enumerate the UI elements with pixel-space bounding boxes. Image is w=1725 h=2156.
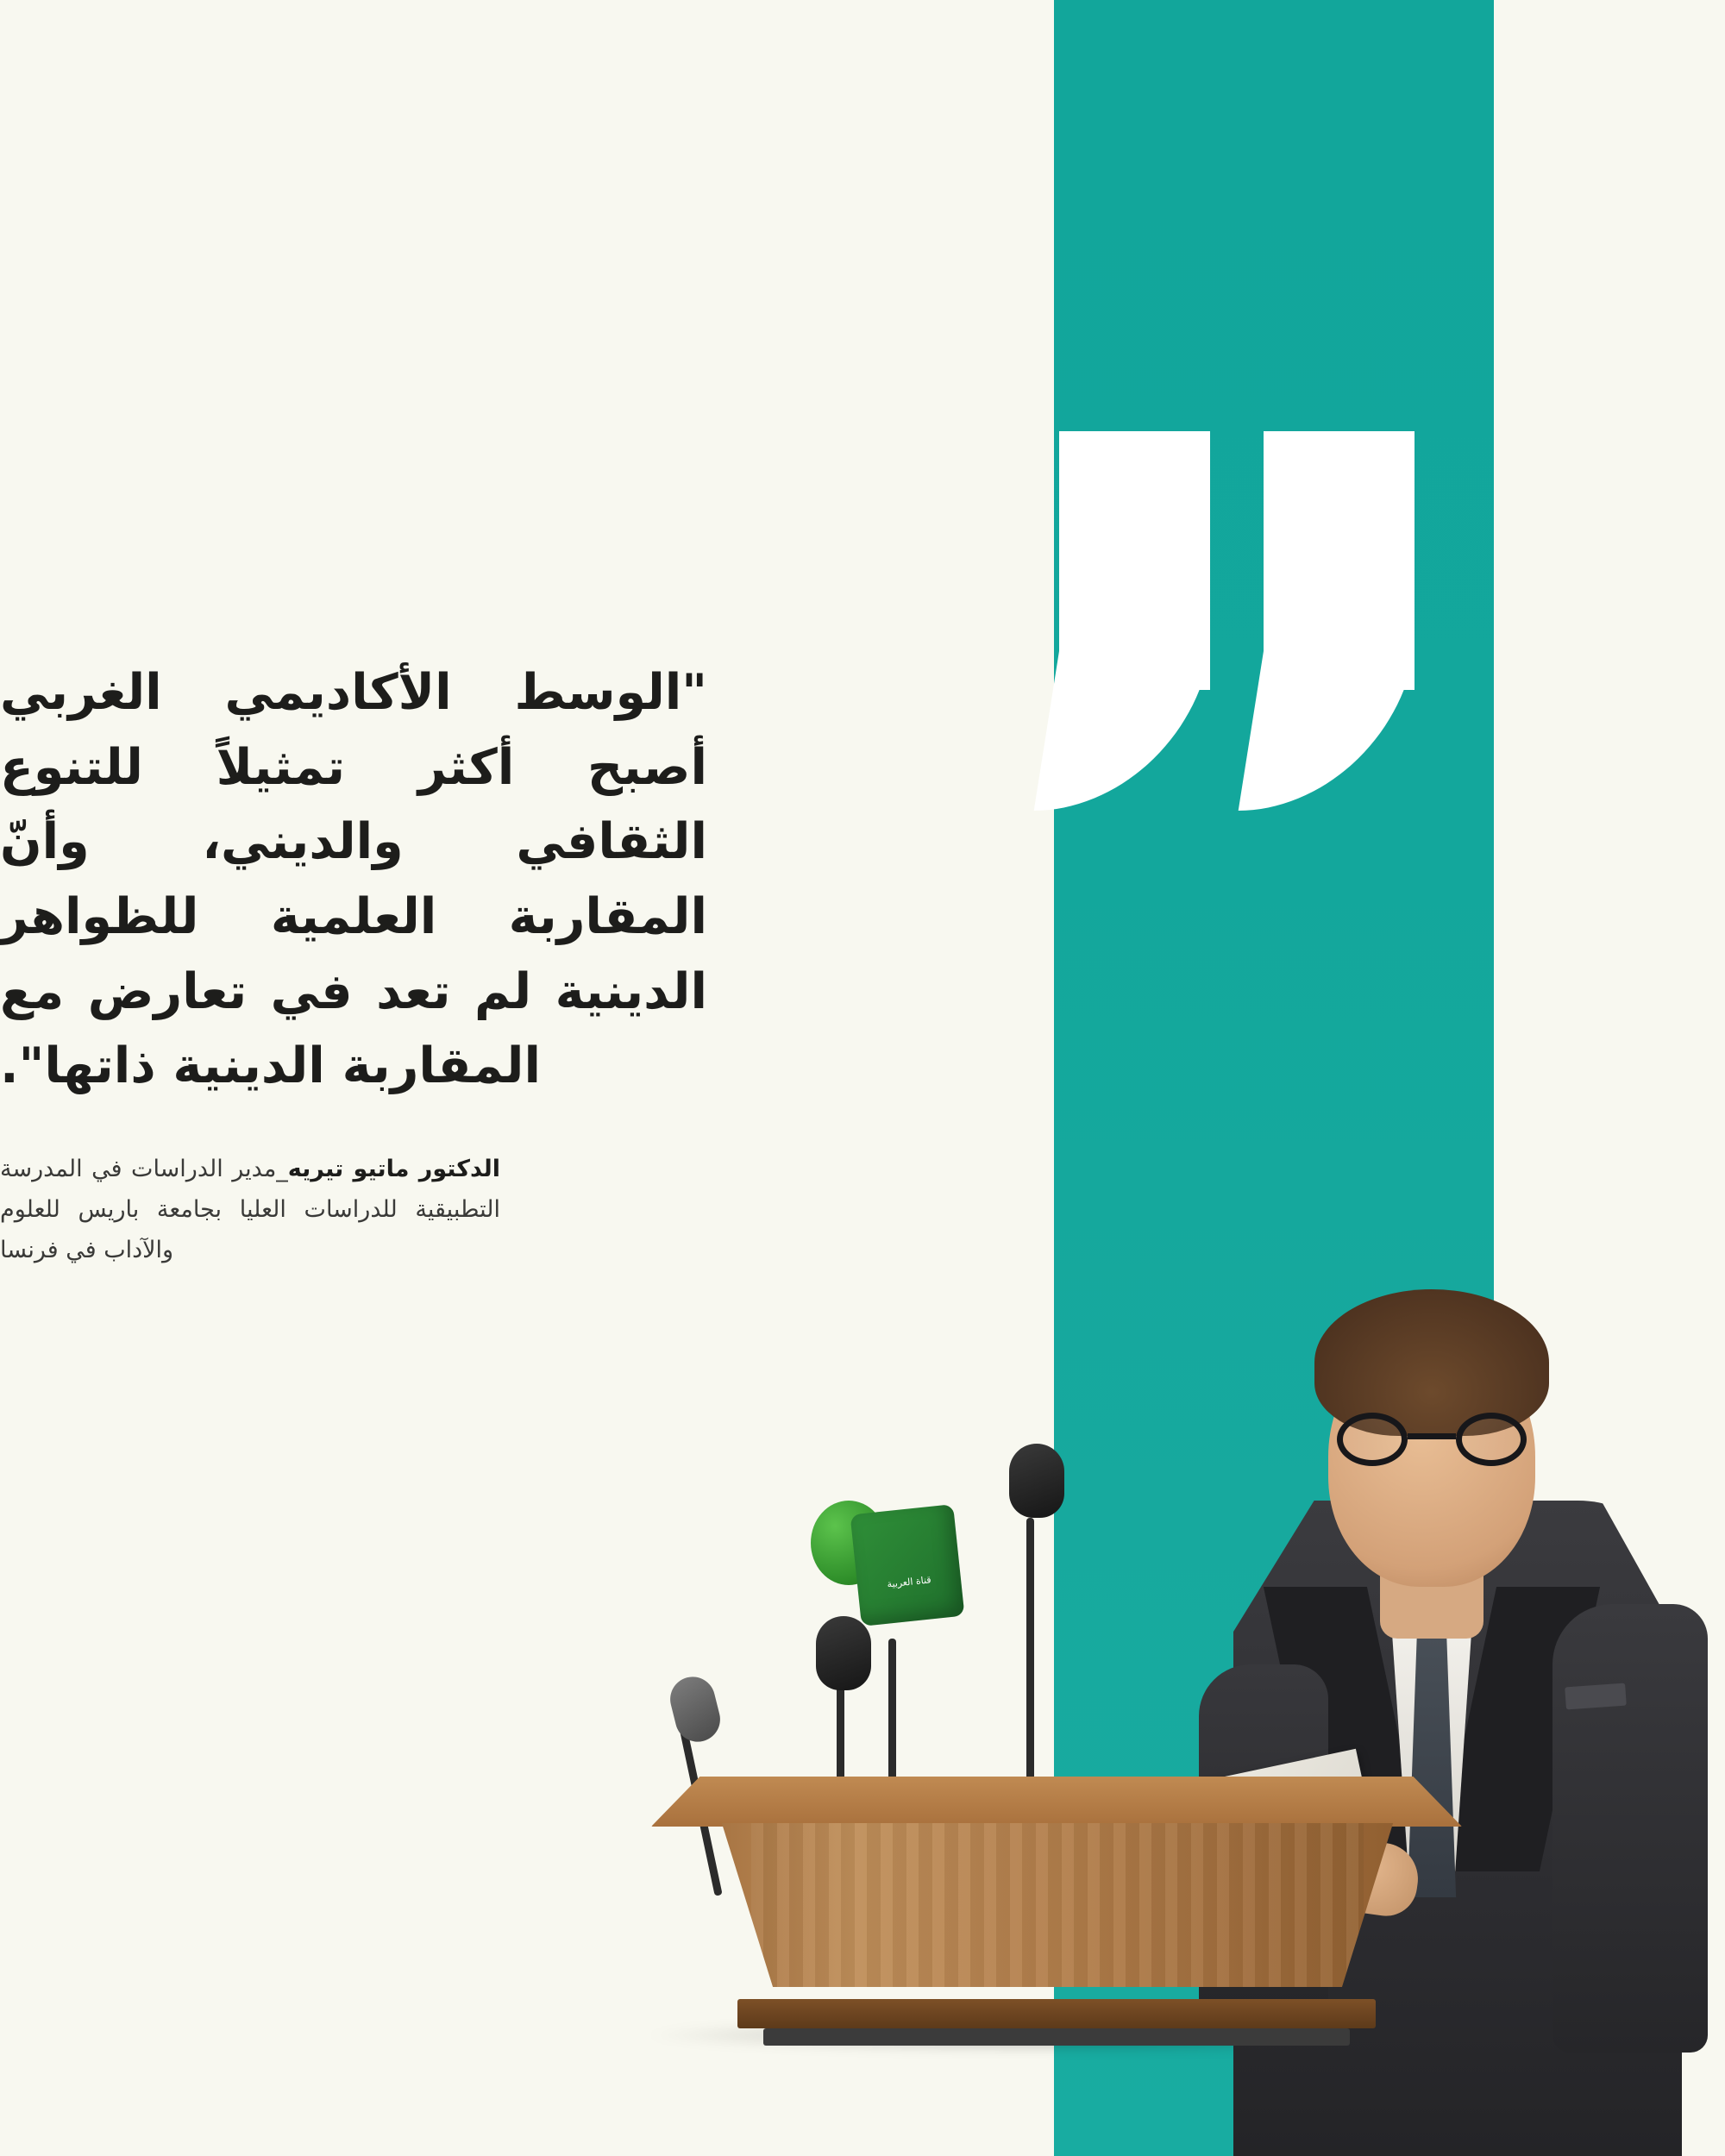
podium-top [651,1777,1462,1827]
attribution [0,1149,500,1271]
mic-brand-cube [850,1504,965,1626]
podium-body [693,1823,1422,1987]
podium-base [737,1999,1376,2028]
speaker-photo [604,1061,1725,2156]
mic-head-black-2 [1009,1444,1064,1518]
attribution-separator: _ [276,1155,288,1182]
quote-block [0,655,707,1271]
podium [651,1777,1462,2035]
quote-text: "الوسط الأكاديمي الغربي أصبح أكثر تمثيلاً للتنوع الثقافي والديني، وأنّ المقاربة العلمية للظواهر الدينية لم تعد في تعارض مع المقاربة الدينية ذاتها". [0,664,707,1095]
branded-microphone [802,1501,975,1639]
attribution-name: الدكتور ماتيو تيريه [287,1155,500,1182]
attribution-role: مدير الدراسات في المدرسة التطبيقية للدراسات العليا بجامعة باريس للعلوم والآداب في فرنسا [0,1155,500,1264]
mic-brand-label: قناة العربية [886,1574,932,1590]
podium-foot [763,2028,1350,2046]
mic-head-grey [666,1672,725,1746]
